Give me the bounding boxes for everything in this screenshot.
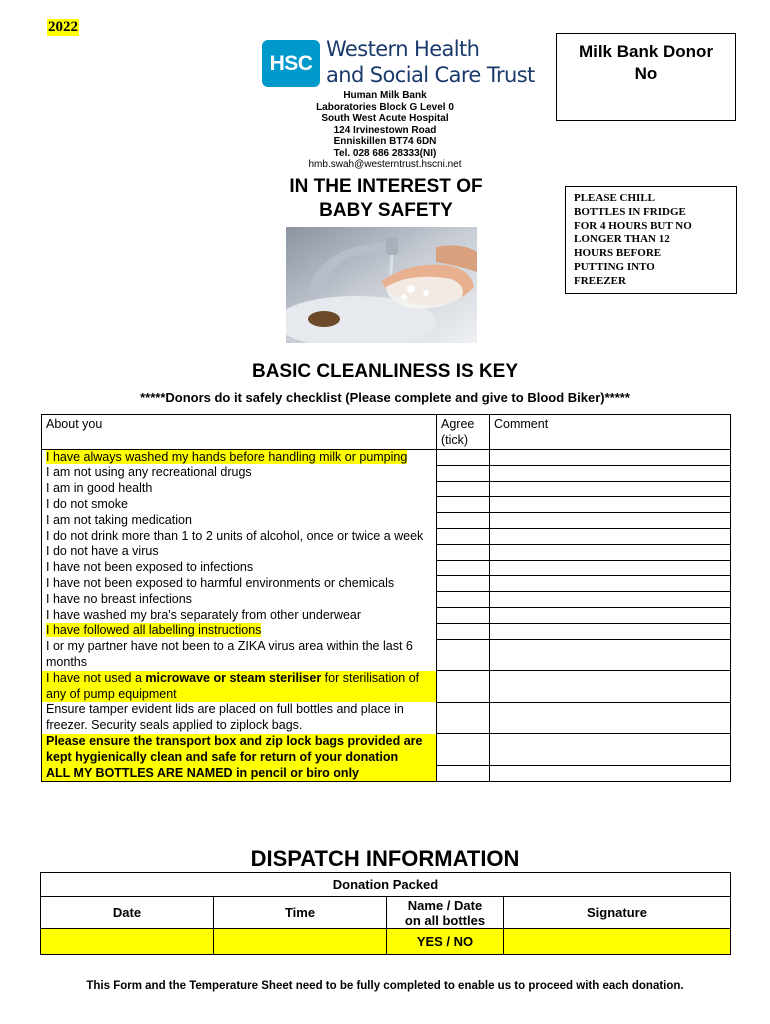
handwashing-photo	[286, 227, 477, 343]
comment-cell[interactable]	[490, 734, 731, 766]
agree-tick-cell[interactable]	[437, 734, 490, 766]
agree-tick-cell[interactable]	[437, 639, 490, 671]
checklist-subtitle: *****Donors do it safely checklist (Please complete and give to Blood Biker)*****	[140, 390, 630, 405]
comment-cell[interactable]	[490, 529, 731, 545]
dispatch-heading: DISPATCH INFORMATION	[250, 846, 520, 871]
trust-name	[326, 36, 535, 88]
table-row	[42, 560, 731, 576]
agree-tick-cell[interactable]	[437, 702, 490, 734]
comment-cell[interactable]	[490, 671, 731, 703]
comment-cell[interactable]	[490, 592, 731, 608]
signature-cell[interactable]	[504, 929, 731, 955]
date-header: Date	[41, 897, 214, 929]
chill-line: BOTTLES IN FRIDGE	[574, 205, 686, 218]
address-line: Laboratories Block G Level 0	[316, 101, 454, 113]
safety-title-line1: IN THE INTEREST OF	[289, 176, 483, 197]
donation-packed-header: Donation Packed	[41, 873, 731, 897]
comment-header: Comment	[490, 415, 731, 450]
footer-note: This Form and the Temperature Sheet need to be fully completed to enable us to proceed with each donation.	[86, 980, 684, 992]
table-row	[42, 592, 731, 608]
chill-line: PUTTING INTO	[574, 260, 655, 273]
agree-tick-cell[interactable]	[437, 671, 490, 703]
table-row	[42, 702, 731, 734]
comment-cell[interactable]	[490, 449, 731, 465]
comment-cell[interactable]	[490, 513, 731, 529]
checklist-item: I or my partner have not been to a ZIKA virus area within the last 6 months	[42, 639, 437, 671]
trust-name-line2: and Social Care Trust	[326, 63, 535, 87]
comment-cell[interactable]	[490, 576, 731, 592]
dispatch-group-row	[41, 873, 731, 897]
agree-tick-cell[interactable]	[437, 513, 490, 529]
table-row	[42, 513, 731, 529]
comment-cell[interactable]	[490, 766, 731, 782]
table-row	[42, 639, 731, 671]
donor-box-label-line1: Milk Bank Donor	[578, 42, 714, 61]
table-row	[42, 544, 731, 560]
agree-tick-cell[interactable]	[437, 481, 490, 497]
checklist-item: I have followed all labelling instructions	[42, 623, 437, 639]
safety-title	[266, 175, 506, 223]
time-cell[interactable]	[214, 929, 387, 955]
yes-no-cell[interactable]: YES / NO	[387, 929, 504, 955]
comment-cell[interactable]	[490, 465, 731, 481]
comment-cell[interactable]	[490, 639, 731, 671]
checklist-item: I do not have a virus	[42, 544, 437, 560]
checklist-item: I have not used a microwave or steam steriliser for sterilisation of any of pump equipment	[42, 671, 437, 703]
agree-tick-cell[interactable]	[437, 576, 490, 592]
comment-cell[interactable]	[490, 623, 731, 639]
chill-line: LONGER THAN 12	[574, 233, 670, 246]
agree-header: Agree (tick)	[437, 415, 490, 450]
address-line: 124 Irvinestown Road	[333, 124, 437, 136]
checklist-header-row	[42, 415, 731, 450]
comment-cell[interactable]	[490, 497, 731, 513]
hsc-logo: HSC	[262, 40, 320, 87]
year-label: 2022	[48, 19, 78, 35]
chill-line: HOURS BEFORE	[574, 247, 662, 260]
checklist-item: ALL MY BOTTLES ARE NAMED in pencil or biro only	[42, 766, 437, 782]
checklist-item: Ensure tamper evident lids are placed on full bottles and place in freezer. Security seals applied to ziplock bags.	[42, 702, 437, 734]
signature-header: Signature	[504, 897, 731, 929]
table-row	[42, 449, 731, 465]
table-row	[42, 734, 731, 766]
table-row	[42, 671, 731, 703]
checklist-item: I am not taking medication	[42, 513, 437, 529]
checklist-item: I have no breast infections	[42, 592, 437, 608]
chill-line: FREEZER	[574, 274, 626, 287]
comment-cell[interactable]	[490, 560, 731, 576]
address-line: Enniskillen BT74 6DN	[333, 136, 437, 147]
email-link[interactable]: hmb.swah@westerntrust.hscni.net	[308, 159, 462, 170]
checklist-item: I have not been exposed to infections	[42, 560, 437, 576]
chill-notice-box	[565, 186, 737, 294]
comment-cell[interactable]	[490, 544, 731, 560]
comment-cell[interactable]	[490, 702, 731, 734]
comment-cell[interactable]	[490, 608, 731, 624]
dispatch-entry-row	[41, 929, 731, 955]
agree-tick-cell[interactable]	[437, 592, 490, 608]
table-row	[42, 766, 731, 782]
name-date-header: Name / Date on all bottles	[387, 897, 504, 929]
safety-title-line2: BABY SAFETY	[319, 200, 453, 221]
address-block	[290, 90, 480, 171]
donor-checklist-table	[41, 414, 731, 782]
time-header: Time	[214, 897, 387, 929]
agree-tick-cell[interactable]	[437, 560, 490, 576]
agree-tick-cell[interactable]	[437, 623, 490, 639]
address-line: South West Acute Hospital	[321, 113, 449, 124]
table-row	[42, 529, 731, 545]
table-row	[42, 576, 731, 592]
comment-cell[interactable]	[490, 481, 731, 497]
donor-number-box[interactable]	[556, 33, 736, 121]
checklist-item: I am in good health	[42, 481, 437, 497]
table-row	[42, 608, 731, 624]
agree-tick-cell[interactable]	[437, 497, 490, 513]
chill-line: PLEASE CHILL	[574, 192, 655, 204]
checklist-item: I have always washed my hands before handling milk or pumping	[42, 449, 437, 465]
address-line: Tel. 028 686 28333(NI)	[333, 147, 437, 159]
agree-tick-cell[interactable]	[437, 449, 490, 465]
chill-line: FOR 4 HOURS BUT NO	[574, 219, 692, 232]
agree-tick-cell[interactable]	[437, 529, 490, 545]
about-you-header: About you	[42, 415, 437, 450]
checklist-item: Please ensure the transport box and zip lock bags provided are kept hygienically clean and safe for return of your donation	[42, 734, 437, 766]
agree-tick-cell[interactable]	[437, 465, 490, 481]
checklist-item: I do not drink more than 1 to 2 units of alcohol, once or twice a week	[42, 529, 437, 545]
agree-tick-cell[interactable]	[437, 608, 490, 624]
table-row	[42, 465, 731, 481]
date-cell[interactable]	[41, 929, 214, 955]
table-row	[42, 481, 731, 497]
checklist-item: I am not using any recreational drugs	[42, 465, 437, 481]
checklist-item: I have washed my bra's separately from other underwear	[42, 608, 437, 624]
cleanliness-heading: BASIC CLEANLINESS IS KEY	[251, 361, 519, 382]
agree-tick-cell[interactable]	[437, 766, 490, 782]
address-line: Human Milk Bank	[343, 90, 427, 101]
donor-box-label-line2: No	[634, 64, 658, 83]
checklist-item: I have not been exposed to harmful environments or chemicals	[42, 576, 437, 592]
table-row	[42, 497, 731, 513]
dispatch-table	[40, 872, 731, 955]
trust-name-line1: Western Health	[326, 37, 480, 61]
checklist-item: I do not smoke	[42, 497, 437, 513]
table-row	[42, 623, 731, 639]
agree-tick-cell[interactable]	[437, 544, 490, 560]
dispatch-header-row	[41, 897, 731, 929]
